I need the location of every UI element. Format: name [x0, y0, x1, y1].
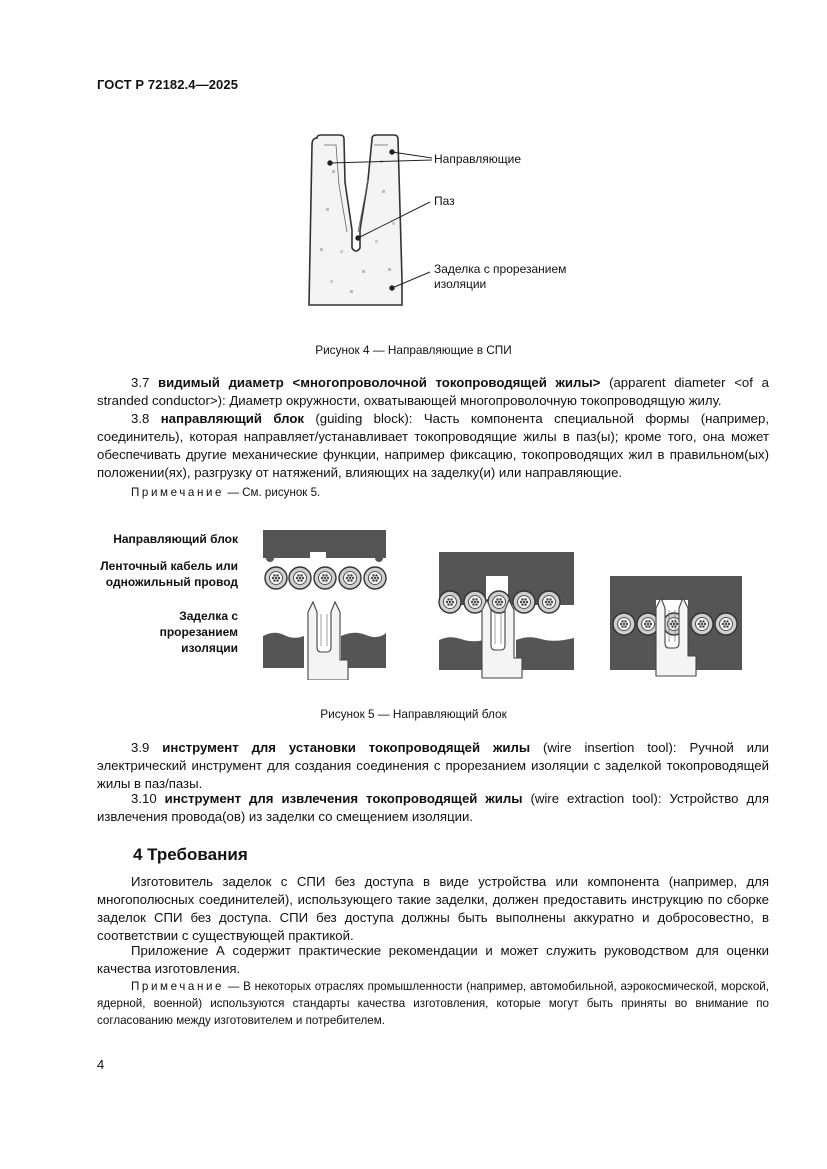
definition-3-7: 3.7 видимый диаметр <многопроволочной токопроводящей жилы> (apparent diameter <of a stranded conductor>): Диаметр окружности, охватывающей многопроволочную токопроводящую жилу.: [97, 375, 769, 408]
fig5-panel-3: [610, 576, 742, 676]
fig5-label-guiding-block: Направляющий блок: [113, 532, 238, 546]
section-4-note: Примечание — В некоторых отраслях промышленности (например, автомобильной, аэрокосмической, морской, ядерной, военной) используются стандарты качества изготовления, которые могут быть приняты во внимание по согласованию между изготовителем и потребителем.: [97, 980, 769, 1027]
definition-3-9: 3.9 инструмент для установки токопроводящей жилы (wire insertion tool): Ручной или электрический инструмент для создания соединения с прорезанием изоляции с заделкой токопроводящей жилы в паз/пазы.: [97, 740, 770, 791]
fig5-label-idc: Заделка с прорезанием изоляции: [159, 609, 238, 655]
note-see-figure-5: Примечание — См. рисунок 5.: [131, 486, 321, 499]
fig5-panel-2: [439, 552, 574, 678]
definition-3-10: 3.10 инструмент для извлечения токопроводящей жилы (wire extraction tool): Устройство для извлечения провода(ов) из заделки со смещением изоляции.: [97, 791, 769, 824]
fig5-label-ribbon-cable: Ленточный кабель или одножильный провод: [100, 559, 238, 589]
fig5-panel-1: [263, 530, 386, 680]
section-4-paragraph-2: Приложение А содержит практические рекомендации и может служить руководством для оценки качества изготовления.: [97, 943, 769, 976]
definition-3-8: 3.8 направляющий блок (guiding block): Часть компонента специальной формы (например, соединитель), которая направляет/устанавливает токопроводящие жилы в паз(ы); кроме того, она может обеспечивать другие механические функции, например фиксацию, токопроводящих жил в правильном(ых) положении(ях), разгрузку от натяжений, влияющих на заделку(и) или направляющие.: [97, 411, 769, 480]
page-number: 4: [97, 1057, 105, 1072]
section-4-heading: 4 Требования: [133, 845, 248, 864]
figure-5-caption: Рисунок 5 — Направляющий блок: [320, 707, 507, 721]
section-4-paragraph-1: Изготовитель заделок с СПИ без доступа в виде устройства или компонента (например, для многополюсных соединителей), использующего такие заделки, должен предоставить инструкцию по сборке заделок СПИ без доступа. СПИ без доступа должны быть выполнены аккуратно и добросовестно, в соответствии с существующей практикой.: [97, 874, 769, 943]
figure-5-drawing: [236, 520, 766, 680]
figure-4-caption: Рисунок 4 — Направляющие в СПИ: [315, 343, 512, 357]
idc-terminal-shape: [309, 135, 402, 305]
fig4-label-slot: Паз: [434, 194, 455, 208]
document-header: ГОСТ Р 72182.4—2025: [97, 77, 239, 92]
fig4-label-idc: Заделка с прорезанием изоляции: [434, 262, 567, 291]
fig4-label-guides: Направляющие: [434, 152, 522, 166]
